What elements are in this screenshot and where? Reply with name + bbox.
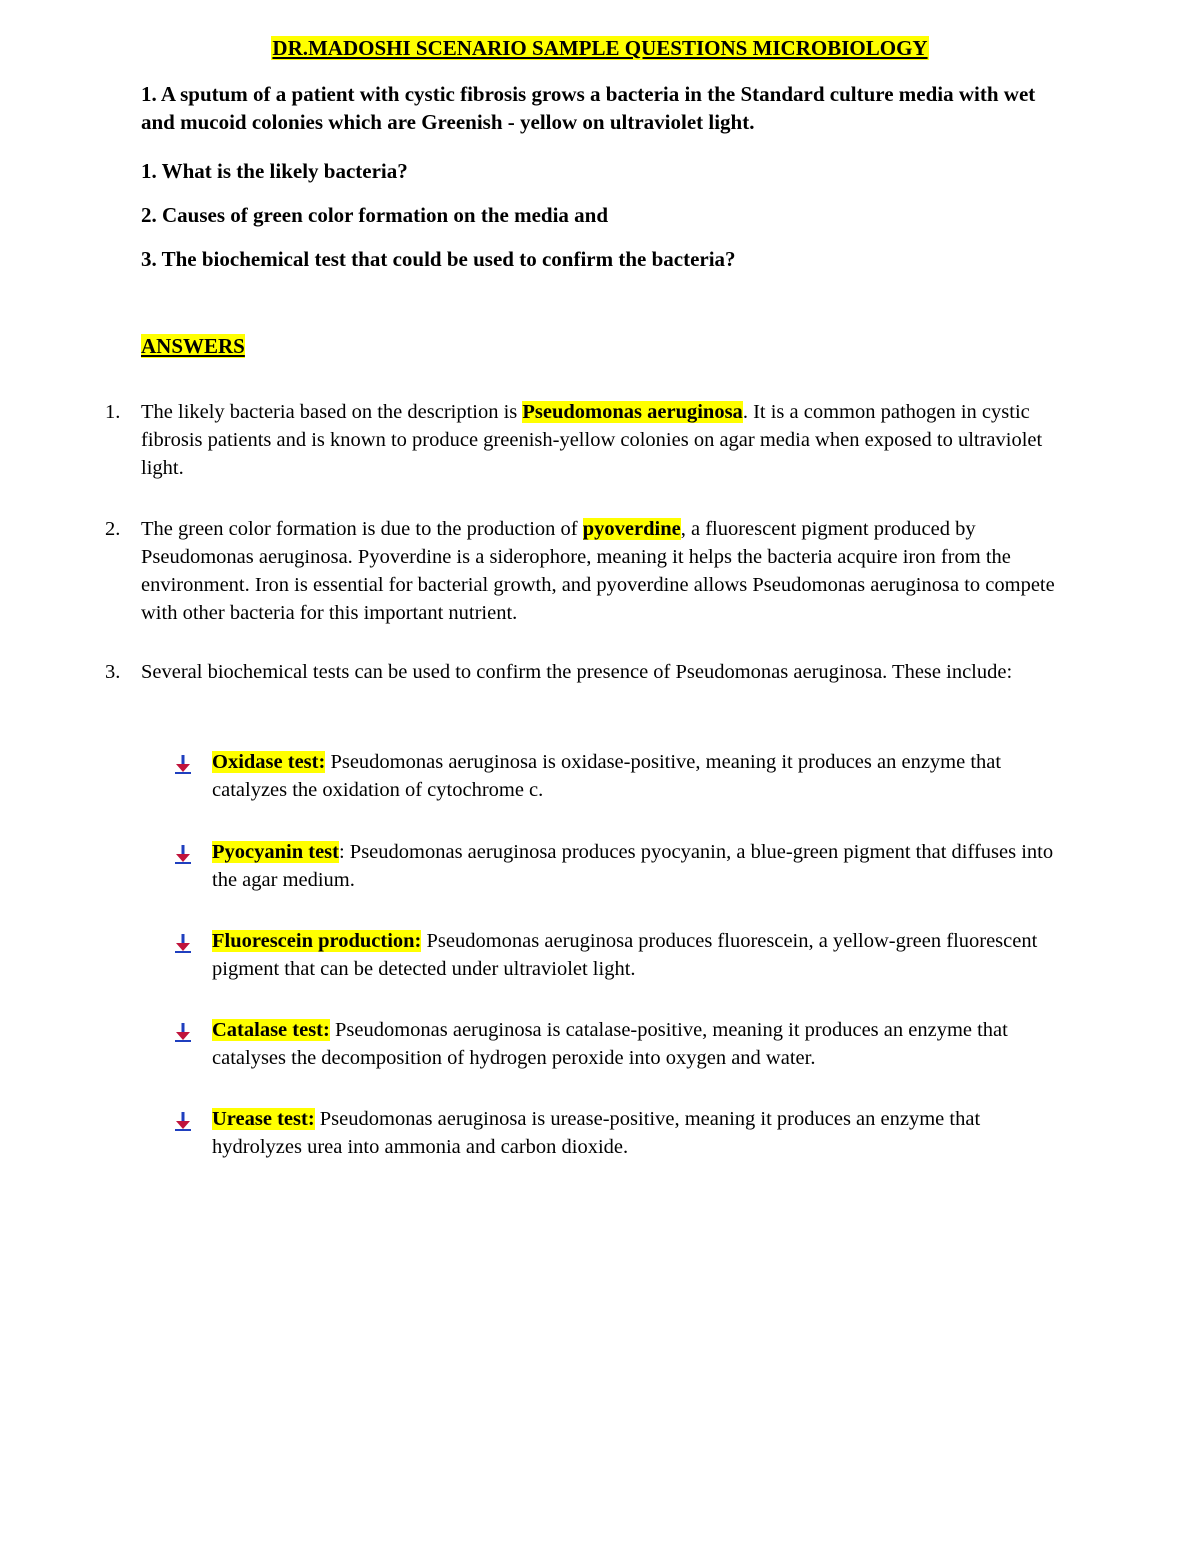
test-description: Pseudomonas aeruginosa is catalase-positive, meaning it produces an enzyme that catalyses the decomposition of hydrogen peroxide into oxygen and water.: [212, 1019, 1008, 1069]
test-item-catalase: [173, 1016, 1073, 1072]
test-item-pyocyanin: [173, 838, 1073, 894]
answer-2: [105, 515, 1080, 627]
question-2: 2. Causes of green color formation on the media and: [141, 203, 609, 227]
page-title-text: DR.MADOSHI SCENARIO SAMPLE QUESTIONS MICROBIOLOGY: [272, 36, 928, 60]
answer-highlight: pyoverdine: [582, 518, 681, 540]
test-item-oxidase: [173, 748, 1073, 804]
test-label: Pyocyanin test: [212, 841, 339, 863]
answer-3: [105, 658, 1080, 686]
test-description: Pseudomonas aeruginosa is oxidase-positive, meaning it produces an enzyme that catalyzes the oxidation of cytochrome c.: [212, 751, 1002, 801]
test-label: Catalase test:: [212, 1019, 330, 1041]
answer-text: , a fluorescent pigment produced by Pseudomonas aeruginosa. Pyoverdine is a siderophore, meaning it helps the bacteria acquire iron from the environment. Iron is essential for bacterial growth, and pyoverdine allows Pseudomonas aeruginosa to compete with other bacteria for this important nutrient.: [141, 518, 1055, 624]
test-item-fluorescein: [173, 927, 1073, 983]
test-label: Urease test:: [212, 1108, 315, 1130]
answer-text: . It is a common pathogen in cystic fibrosis patients and is known to produce greenish-yellow colonies on agar media when exposed to ultraviolet light.: [141, 401, 1043, 479]
answer-number: 3.: [105, 661, 121, 683]
test-item-urease: [173, 1105, 1073, 1161]
answers-heading-text: ANSWERS: [141, 334, 245, 358]
test-description: : Pseudomonas aeruginosa produces pyocyanin, a blue-green pigment that diffuses into the agar medium.: [212, 841, 1054, 891]
answer-text: The likely bacteria based on the description is: [141, 401, 523, 423]
answer-1: [105, 398, 1080, 482]
page-title: [0, 36, 1200, 61]
test-description: Pseudomonas aeruginosa produces fluorescein, a yellow-green fluorescent pigment that can be detected under ultraviolet light.: [212, 930, 1038, 980]
answers-heading: [141, 334, 245, 359]
question-3: 3. The biochemical test that could be used to confirm the bacteria?: [141, 247, 736, 271]
down-arrow-bullet-icon: [173, 1111, 193, 1131]
test-label: Oxidase test:: [212, 751, 326, 773]
question-1: 1. What is the likely bacteria?: [141, 159, 408, 183]
down-arrow-bullet-icon: [173, 1022, 193, 1042]
answer-text: Several biochemical tests can be used to confirm the presence of Pseudomonas aeruginosa. These include:: [141, 661, 1013, 683]
test-description: Pseudomonas aeruginosa is urease-positive, meaning it produces an enzyme that hydrolyzes urea into ammonia and carbon dioxide.: [212, 1108, 981, 1158]
down-arrow-bullet-icon: [173, 754, 193, 774]
answer-number: 1.: [105, 401, 121, 423]
answer-number: 2.: [105, 518, 121, 540]
scenario-intro: 1. A sputum of a patient with cystic fibrosis grows a bacteria in the Standard culture media with wet and mucoid colonies which are Greenish - yellow on ultraviolet light.: [141, 82, 1036, 134]
test-label: Fluorescein production:: [212, 930, 422, 952]
down-arrow-bullet-icon: [173, 844, 193, 864]
answer-highlight: Pseudomonas aeruginosa: [522, 401, 743, 423]
down-arrow-bullet-icon: [173, 933, 193, 953]
answer-text: The green color formation is due to the production of: [141, 518, 583, 540]
